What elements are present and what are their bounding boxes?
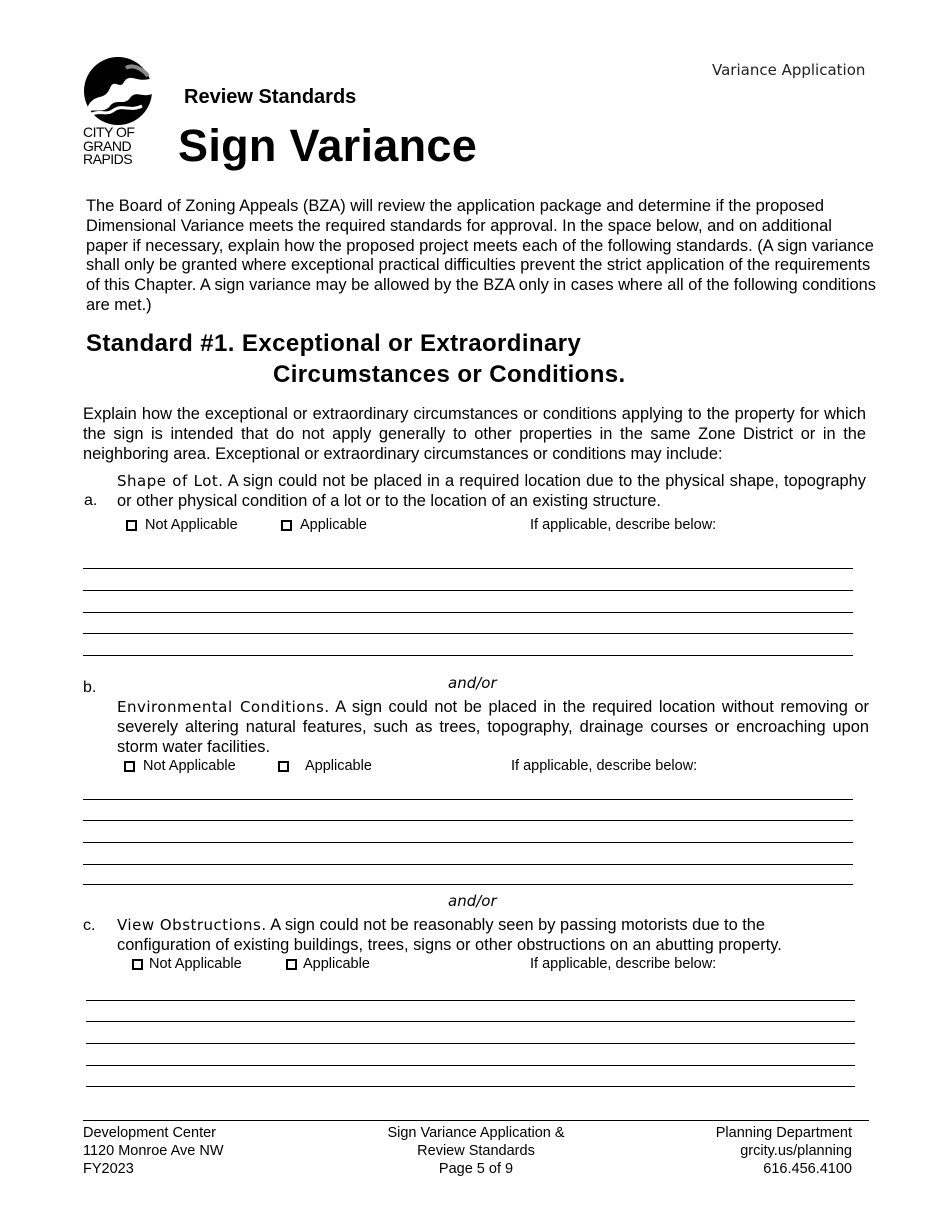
checkbox-icon[interactable] [278, 761, 289, 772]
footer-center: Sign Variance Application & Review Standards Page 5 of 9 [387, 1125, 565, 1177]
footer-right: Planning Department grcity.us/planning 616.456.4100 [715, 1125, 852, 1177]
describe-instruction: If applicable, describe below: [530, 517, 717, 533]
checkbox-icon[interactable] [281, 520, 292, 531]
page-subtitle: Review Standards [184, 86, 357, 108]
answer-line[interactable] [83, 884, 853, 885]
standard-heading: Standard #1. Exceptional or Extraordinary Circumstances or Conditions. [86, 330, 626, 388]
answer-line[interactable] [83, 612, 853, 613]
applicable-checkbox[interactable]: Applicable [286, 956, 370, 972]
and-or-connector: and/or [448, 674, 497, 692]
answer-line[interactable] [86, 1021, 855, 1022]
document-label: Variance Application [712, 61, 866, 79]
checkbox-icon[interactable] [132, 959, 143, 970]
item-letter: b. [83, 679, 97, 696]
checkbox-icon[interactable] [286, 959, 297, 970]
answer-line[interactable] [83, 568, 853, 569]
standard-explanation: Explain how the exceptional or extraordinary circumstances or conditions applying to the property for which the sign is intended that do not apply generally to other properties in the same Zone District or in the neighboring area. Exceptional or extraordinary circumstances or conditions may include: [83, 405, 866, 463]
describe-instruction: If applicable, describe below: [511, 758, 698, 774]
not-applicable-checkbox[interactable]: Not Applicable [124, 758, 236, 774]
answer-line[interactable] [83, 633, 853, 634]
answer-line[interactable] [86, 1086, 855, 1087]
not-applicable-checkbox[interactable]: Not Applicable [132, 956, 242, 972]
answer-line[interactable] [86, 1065, 855, 1066]
footer-left: Development Center 1120 Monroe Ave NW FY2023 [83, 1125, 224, 1177]
describe-instruction: If applicable, describe below: [530, 956, 717, 972]
intro-paragraph: The Board of Zoning Appeals (BZA) will review the application package and determine if the proposed Dimensional Variance meets the required standards for approval. In the space below, and on additional paper if necessary, explain how the proposed project meets each of the following standards. (A sign variance shall only be granted where exceptional practical difficulties prevent the strict application of the requirements of this Chapter. A sign variance may be allowed by the BZA only in cases where all of the following conditions are met.) [86, 197, 876, 314]
answer-line[interactable] [83, 842, 853, 843]
page-title: Sign Variance [178, 120, 478, 171]
checkbox-icon[interactable] [124, 761, 135, 772]
applicable-checkbox[interactable]: Applicable [278, 758, 372, 774]
item-description: Shape of Lot. A sign could not be placed in a required location due to the physical shape, topography or other physical condition of a lot or to the location of an existing structure. [117, 472, 866, 510]
not-applicable-checkbox[interactable]: Not Applicable [126, 517, 238, 533]
item-description: View Obstructions. A sign could not be reasonably seen by passing motorists due to the configuration of existing buildings, trees, signs or other obstructions on an abutting property. [117, 916, 782, 954]
answer-line[interactable] [86, 1043, 855, 1044]
answer-line[interactable] [83, 655, 853, 656]
item-letter: c. [83, 917, 96, 934]
footer-divider [83, 1120, 869, 1121]
item-description: Environmental Conditions. A sign could not be placed in the required location without removing or severely altering natural features, such as trees, topography, drainage courses or encroaching upon storm water facilities. [117, 698, 869, 756]
checkbox-icon[interactable] [126, 520, 137, 531]
logo-wordmark: CITY OF GRAND RAPIDS [83, 124, 135, 167]
and-or-connector: and/or [448, 892, 497, 910]
answer-line[interactable] [83, 864, 853, 865]
answer-line[interactable] [83, 799, 853, 800]
answer-line[interactable] [83, 590, 853, 591]
applicable-checkbox[interactable]: Applicable [281, 517, 367, 533]
item-letter: a. [84, 492, 98, 509]
answer-line[interactable] [83, 820, 853, 821]
answer-line[interactable] [86, 1000, 855, 1001]
